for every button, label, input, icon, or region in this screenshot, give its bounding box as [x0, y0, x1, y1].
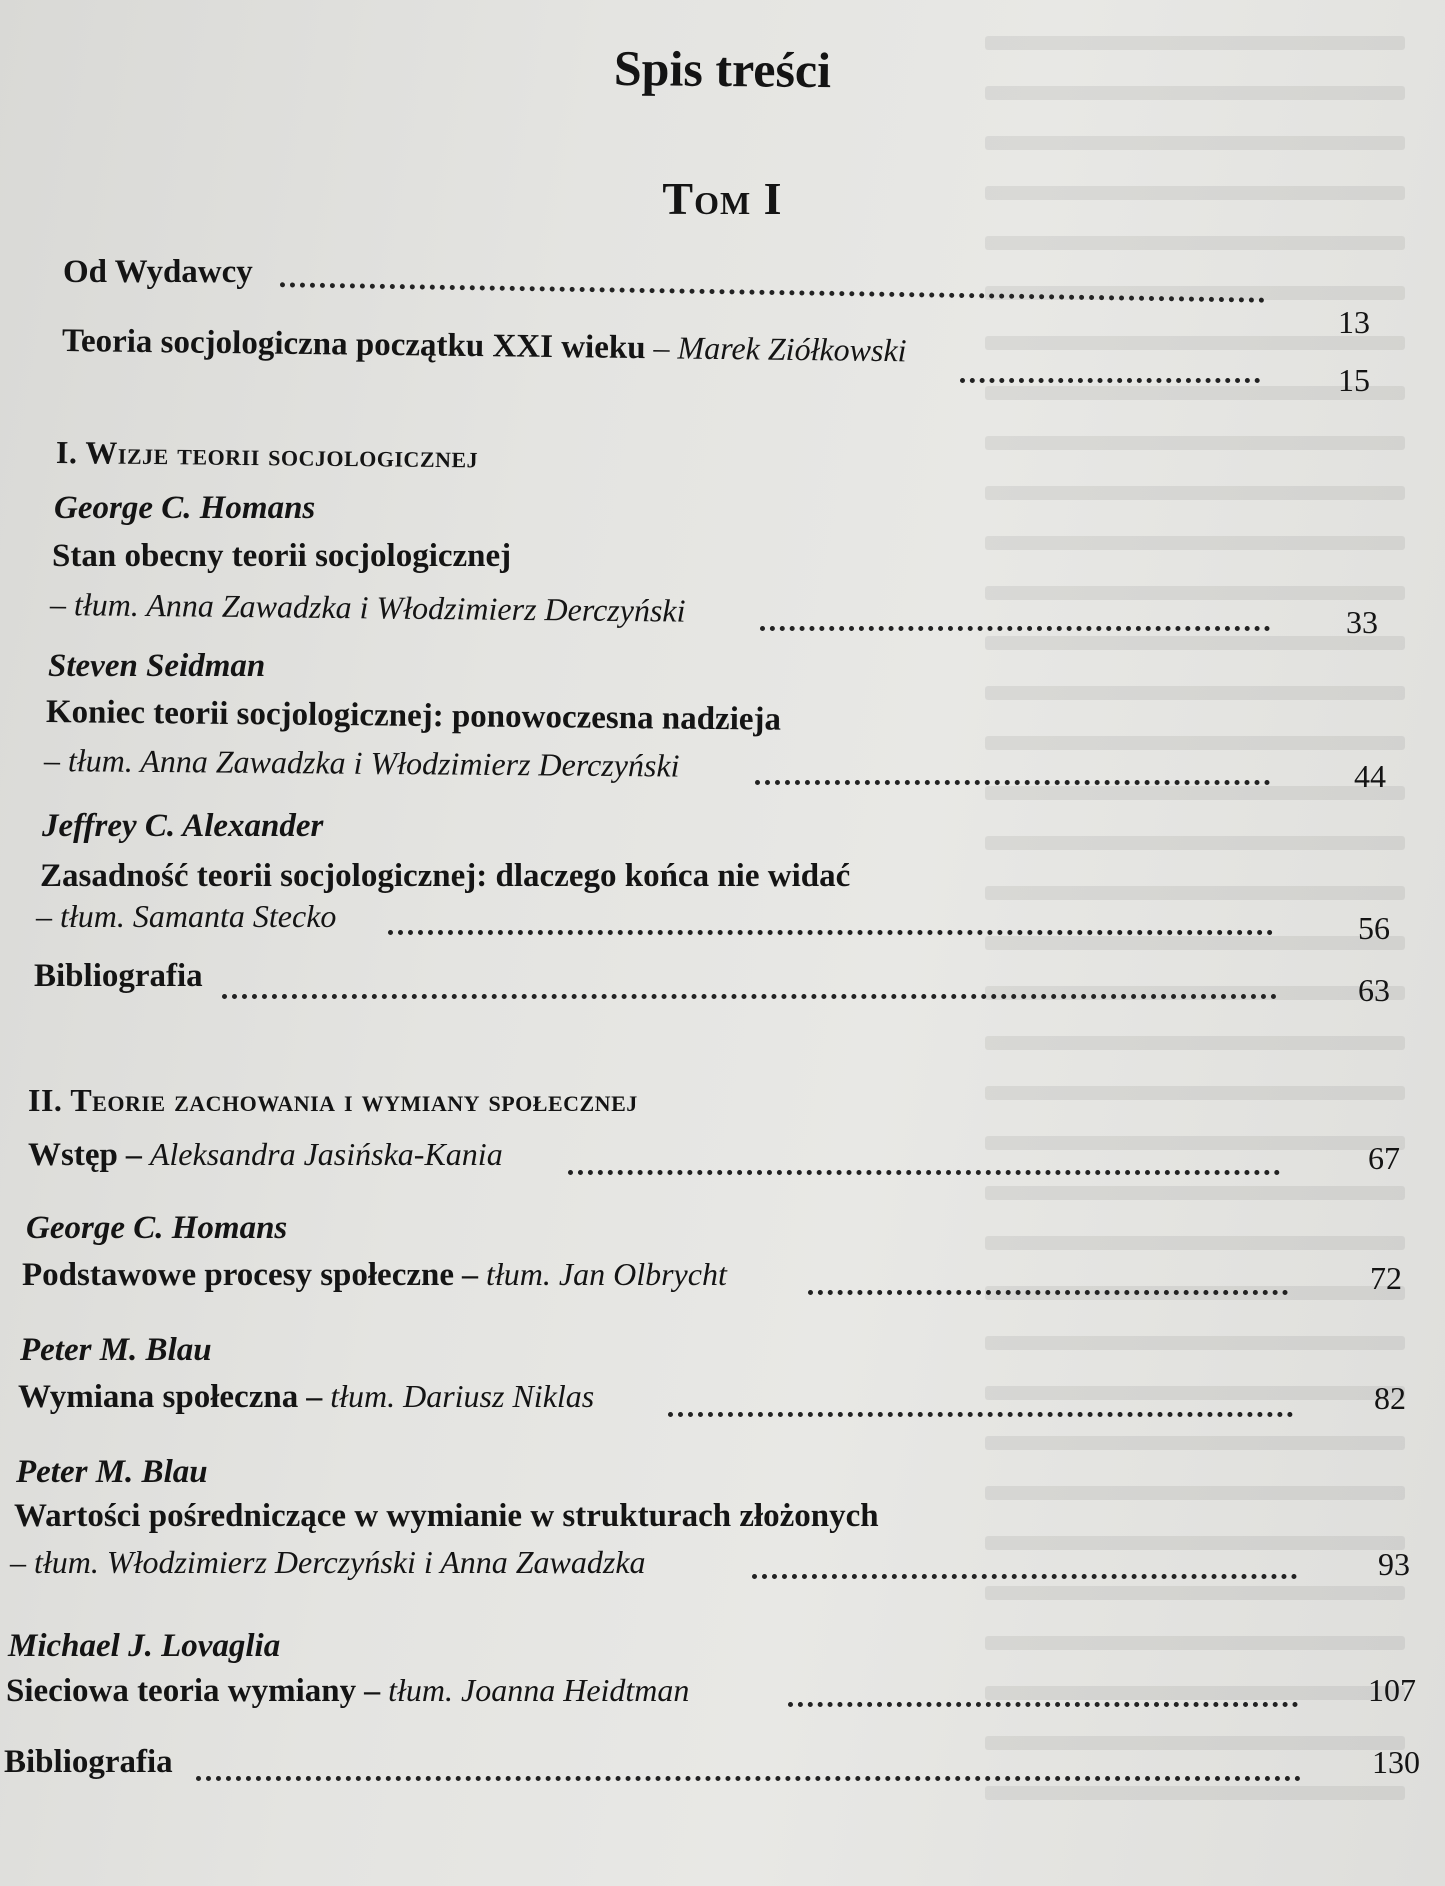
page-number: 130: [1372, 1744, 1420, 1780]
toc-entry-bibliography: Bibliografia: [34, 958, 203, 994]
entry-title: Wartości pośredniczące w wymianie w strukturach złożonych: [14, 1498, 879, 1534]
section-heading-1: I. Wizje teorii socjologicznej: [55, 434, 479, 475]
section-heading-2: II. Teorie zachowania i wymiany społecznej: [28, 1082, 638, 1118]
entry-translator: – tłum. Samanta Stecko: [36, 898, 337, 934]
entry-title: Stan obecny teorii socjologicznej: [52, 538, 512, 574]
page-number: 56: [1358, 910, 1390, 946]
page-number: 93: [1378, 1546, 1410, 1582]
dot-leader: [960, 368, 1260, 383]
page-number: 67: [1368, 1140, 1400, 1176]
dot-leader: [760, 616, 1270, 631]
dot-leader: [755, 770, 1270, 785]
page-number: 44: [1354, 758, 1386, 794]
page-number: 82: [1374, 1380, 1406, 1416]
dot-leader: [568, 1160, 1280, 1175]
entry-author: George C. Homans: [54, 490, 316, 526]
entry-author: Michael J. Lovaglia: [8, 1628, 281, 1664]
toc-entry-introduction: Teoria socjologiczna początku XXI wieku – Marek Ziółkowski: [61, 323, 907, 369]
toc-entry-foreword: Od Wydawcy: [63, 254, 253, 290]
toc-entry-intro: Wstęp – Aleksandra Jasińska-Kania: [28, 1136, 503, 1173]
dot-leader: [808, 1280, 1288, 1295]
page-title: Spis treści: [613, 39, 832, 99]
entry-author: Peter M. Blau: [16, 1454, 208, 1490]
page-number: 72: [1370, 1260, 1402, 1296]
page-number: 33: [1346, 604, 1378, 640]
page-number: 15: [1338, 362, 1370, 398]
entry-title: Koniec teorii socjologicznej: ponowoczesna nadzieja: [45, 694, 782, 738]
toc-entry: Podstawowe procesy społeczne – tłum. Jan Olbrycht: [22, 1256, 727, 1293]
dot-leader: [668, 1402, 1293, 1417]
entry-title: Zasadność teorii socjologicznej: dlaczego końca nie widać: [40, 858, 851, 894]
dot-leader: [222, 984, 1277, 999]
toc-entry-bibliography: Bibliografia: [4, 1744, 173, 1780]
entry-translator: – tłum. Anna Zawadzka i Włodzimierz Derczyński: [43, 742, 680, 784]
dot-leader: [388, 920, 1273, 935]
dot-leader: [196, 1766, 1301, 1781]
dot-leader: [280, 272, 1265, 302]
volume-heading: Tom I: [662, 173, 783, 224]
entry-author: George C. Homans: [26, 1210, 288, 1246]
entry-translator: – tłum. Włodzimierz Derczyński i Anna Zawadzka: [10, 1544, 646, 1580]
toc-entry: Wymiana społeczna – tłum. Dariusz Niklas: [18, 1378, 595, 1415]
entry-author: Jeffrey C. Alexander: [42, 808, 324, 844]
toc-entry: Sieciowa teoria wymiany – tłum. Joanna Heidtman: [6, 1672, 690, 1709]
page-number: 13: [1338, 304, 1370, 340]
entry-translator: – tłum. Anna Zawadzka i Włodzimierz Derczyński: [49, 586, 686, 629]
entry-author: Steven Seidman: [48, 648, 266, 684]
page-number: 63: [1358, 972, 1390, 1008]
entry-author: Peter M. Blau: [20, 1332, 212, 1368]
page-number: 107: [1368, 1672, 1416, 1708]
dot-leader: [752, 1564, 1297, 1579]
dot-leader: [788, 1692, 1298, 1707]
